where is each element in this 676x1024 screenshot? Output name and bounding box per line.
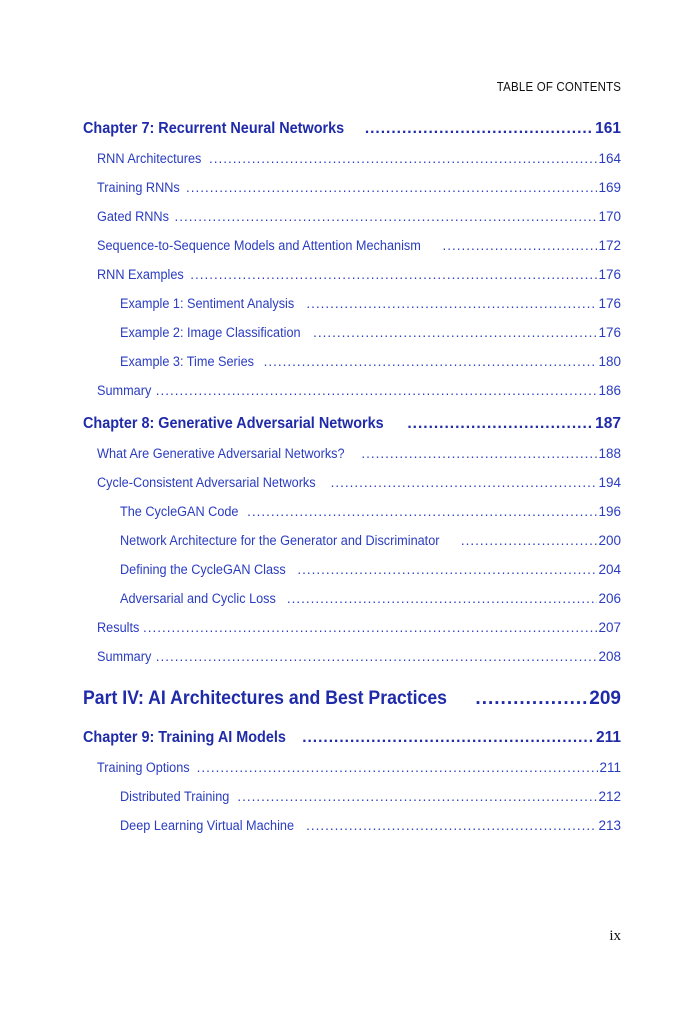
toc-entry-title: The CycleGAN Code — [120, 504, 239, 519]
toc-leader-dots — [209, 144, 597, 173]
toc-entry-title: Defining the CycleGAN Class — [120, 562, 286, 577]
toc-entry-page: 204 — [598, 562, 621, 577]
toc-leader-dots — [306, 289, 597, 318]
toc-leader-dots — [306, 811, 597, 840]
toc-entry-defining-cyclegan[interactable] — [83, 555, 621, 584]
toc-entry-title: Part IV: AI Architectures and Best Practices — [83, 688, 448, 709]
toc-entry-page: 176 — [598, 267, 621, 282]
toc-entry-page: 206 — [598, 591, 621, 606]
toc-entry-page: 211 — [595, 729, 621, 746]
toc-entry-example-3[interactable] — [83, 347, 621, 376]
toc-entry-page: 188 — [598, 446, 621, 461]
toc-entry-title: Results — [97, 620, 140, 635]
toc-entry-example-1[interactable] — [83, 289, 621, 318]
toc-leader-dots — [197, 753, 599, 782]
toc-entry-summary-ch7[interactable] — [83, 376, 621, 405]
toc-leader-dots — [442, 231, 597, 260]
toc-entry-title: Chapter 8: Generative Adversarial Networks — [83, 415, 384, 432]
toc-entry-page: 164 — [598, 151, 621, 166]
toc-leader-dots — [302, 723, 595, 753]
running-header: TABLE OF CONTENTS — [496, 80, 621, 94]
toc-entry-title: Summary — [97, 649, 152, 664]
toc-leader-dots — [156, 642, 598, 671]
toc-entry-page: 196 — [598, 504, 621, 519]
page-number: ix — [609, 928, 621, 944]
toc-leader-dots — [247, 497, 597, 526]
toc-leader-dots — [361, 439, 597, 468]
toc-entry-what-are-gans[interactable] — [83, 439, 621, 468]
toc-entry-title: Training RNNs — [97, 180, 180, 195]
toc-entry-page: 170 — [598, 209, 621, 224]
toc-entry-page: 180 — [598, 354, 621, 369]
toc-entry-seq2seq[interactable] — [83, 231, 621, 260]
toc-entry-title: Deep Learning Virtual Machine — [120, 818, 295, 833]
toc-leader-dots — [190, 260, 597, 289]
toc-entry-title: Example 3: Time Series — [120, 354, 255, 369]
toc-entry-page: 211 — [599, 760, 621, 775]
toc-entry-title: Example 1: Sentiment Analysis — [120, 296, 295, 311]
toc-entry-distributed-training[interactable] — [83, 782, 621, 811]
toc-entry-chapter-9[interactable] — [83, 723, 621, 753]
toc-entry-title: Chapter 9: Training AI Models — [83, 729, 286, 746]
toc-entry-title: Cycle-Consistent Adversarial Networks — [97, 475, 316, 490]
toc-entry-title: Summary — [97, 383, 152, 398]
toc-leader-dots — [186, 173, 597, 202]
toc-entry-page: 176 — [598, 296, 621, 311]
toc-entry-page: 207 — [598, 620, 621, 635]
toc-leader-dots — [297, 555, 597, 584]
toc-entry-page: 194 — [598, 475, 621, 490]
toc-entry-title: Distributed Training — [120, 789, 230, 804]
toc-entry-training-options[interactable] — [83, 753, 621, 782]
toc-entry-results[interactable] — [83, 613, 621, 642]
table-of-contents — [83, 114, 621, 840]
toc-entry-title: RNN Examples — [97, 267, 184, 282]
toc-entry-title: RNN Architectures — [97, 151, 202, 166]
toc-leader-dots — [264, 347, 598, 376]
toc-entry-chapter-7[interactable] — [83, 114, 621, 144]
toc-entry-rnn-examples[interactable] — [83, 260, 621, 289]
toc-entry-page: 213 — [598, 818, 621, 833]
toc-entry-page: 172 — [598, 238, 621, 253]
toc-leader-dots — [287, 584, 598, 613]
toc-entry-page: 161 — [595, 120, 621, 137]
toc-entry-page: 209 — [589, 688, 621, 709]
toc-entry-page: 200 — [598, 533, 621, 548]
toc-entry-cycle-consistent[interactable] — [83, 468, 621, 497]
toc-entry-page: 212 — [598, 789, 621, 804]
toc-entry-deep-learning-vm[interactable] — [83, 811, 621, 840]
toc-leader-dots — [313, 318, 597, 347]
toc-entry-gated-rnns[interactable] — [83, 202, 621, 231]
toc-entry-page: 187 — [595, 415, 621, 432]
toc-entry-cyclegan-code[interactable] — [83, 497, 621, 526]
toc-entry-training-rnns[interactable] — [83, 173, 621, 202]
toc-entry-page: 176 — [598, 325, 621, 340]
toc-entry-title: Network Architecture for the Generator and Discriminator — [120, 533, 440, 548]
toc-leader-dots — [175, 202, 598, 231]
toc-entry-part-4[interactable] — [83, 681, 621, 717]
toc-entry-example-2[interactable] — [83, 318, 621, 347]
toc-leader-dots — [237, 782, 597, 811]
toc-entry-page: 208 — [598, 649, 621, 664]
toc-leader-dots — [365, 114, 594, 144]
toc-entry-title: Adversarial and Cyclic Loss — [120, 591, 276, 606]
toc-leader-dots — [475, 681, 588, 717]
toc-entry-page: 169 — [598, 180, 621, 195]
toc-leader-dots — [156, 376, 598, 405]
toc-entry-title: Example 2: Image Classification — [120, 325, 301, 340]
toc-entry-title: Gated RNNs — [97, 209, 169, 224]
toc-entry-adversarial-cyclic-loss[interactable] — [83, 584, 621, 613]
toc-entry-summary-ch8[interactable] — [83, 642, 621, 671]
toc-entry-title: Chapter 7: Recurrent Neural Networks — [83, 120, 345, 137]
toc-leader-dots — [331, 468, 598, 497]
toc-entry-page: 186 — [598, 383, 621, 398]
toc-entry-rnn-architectures[interactable] — [83, 144, 621, 173]
toc-leader-dots — [407, 409, 594, 439]
toc-entry-title: Sequence-to-Sequence Models and Attention Mechanism — [97, 238, 421, 253]
toc-leader-dots — [461, 526, 598, 555]
toc-entry-chapter-8[interactable] — [83, 409, 621, 439]
toc-leader-dots — [143, 613, 597, 642]
toc-entry-title: Training Options — [97, 760, 190, 775]
toc-entry-network-architecture[interactable] — [83, 526, 621, 555]
toc-entry-title: What Are Generative Adversarial Networks? — [97, 446, 345, 461]
